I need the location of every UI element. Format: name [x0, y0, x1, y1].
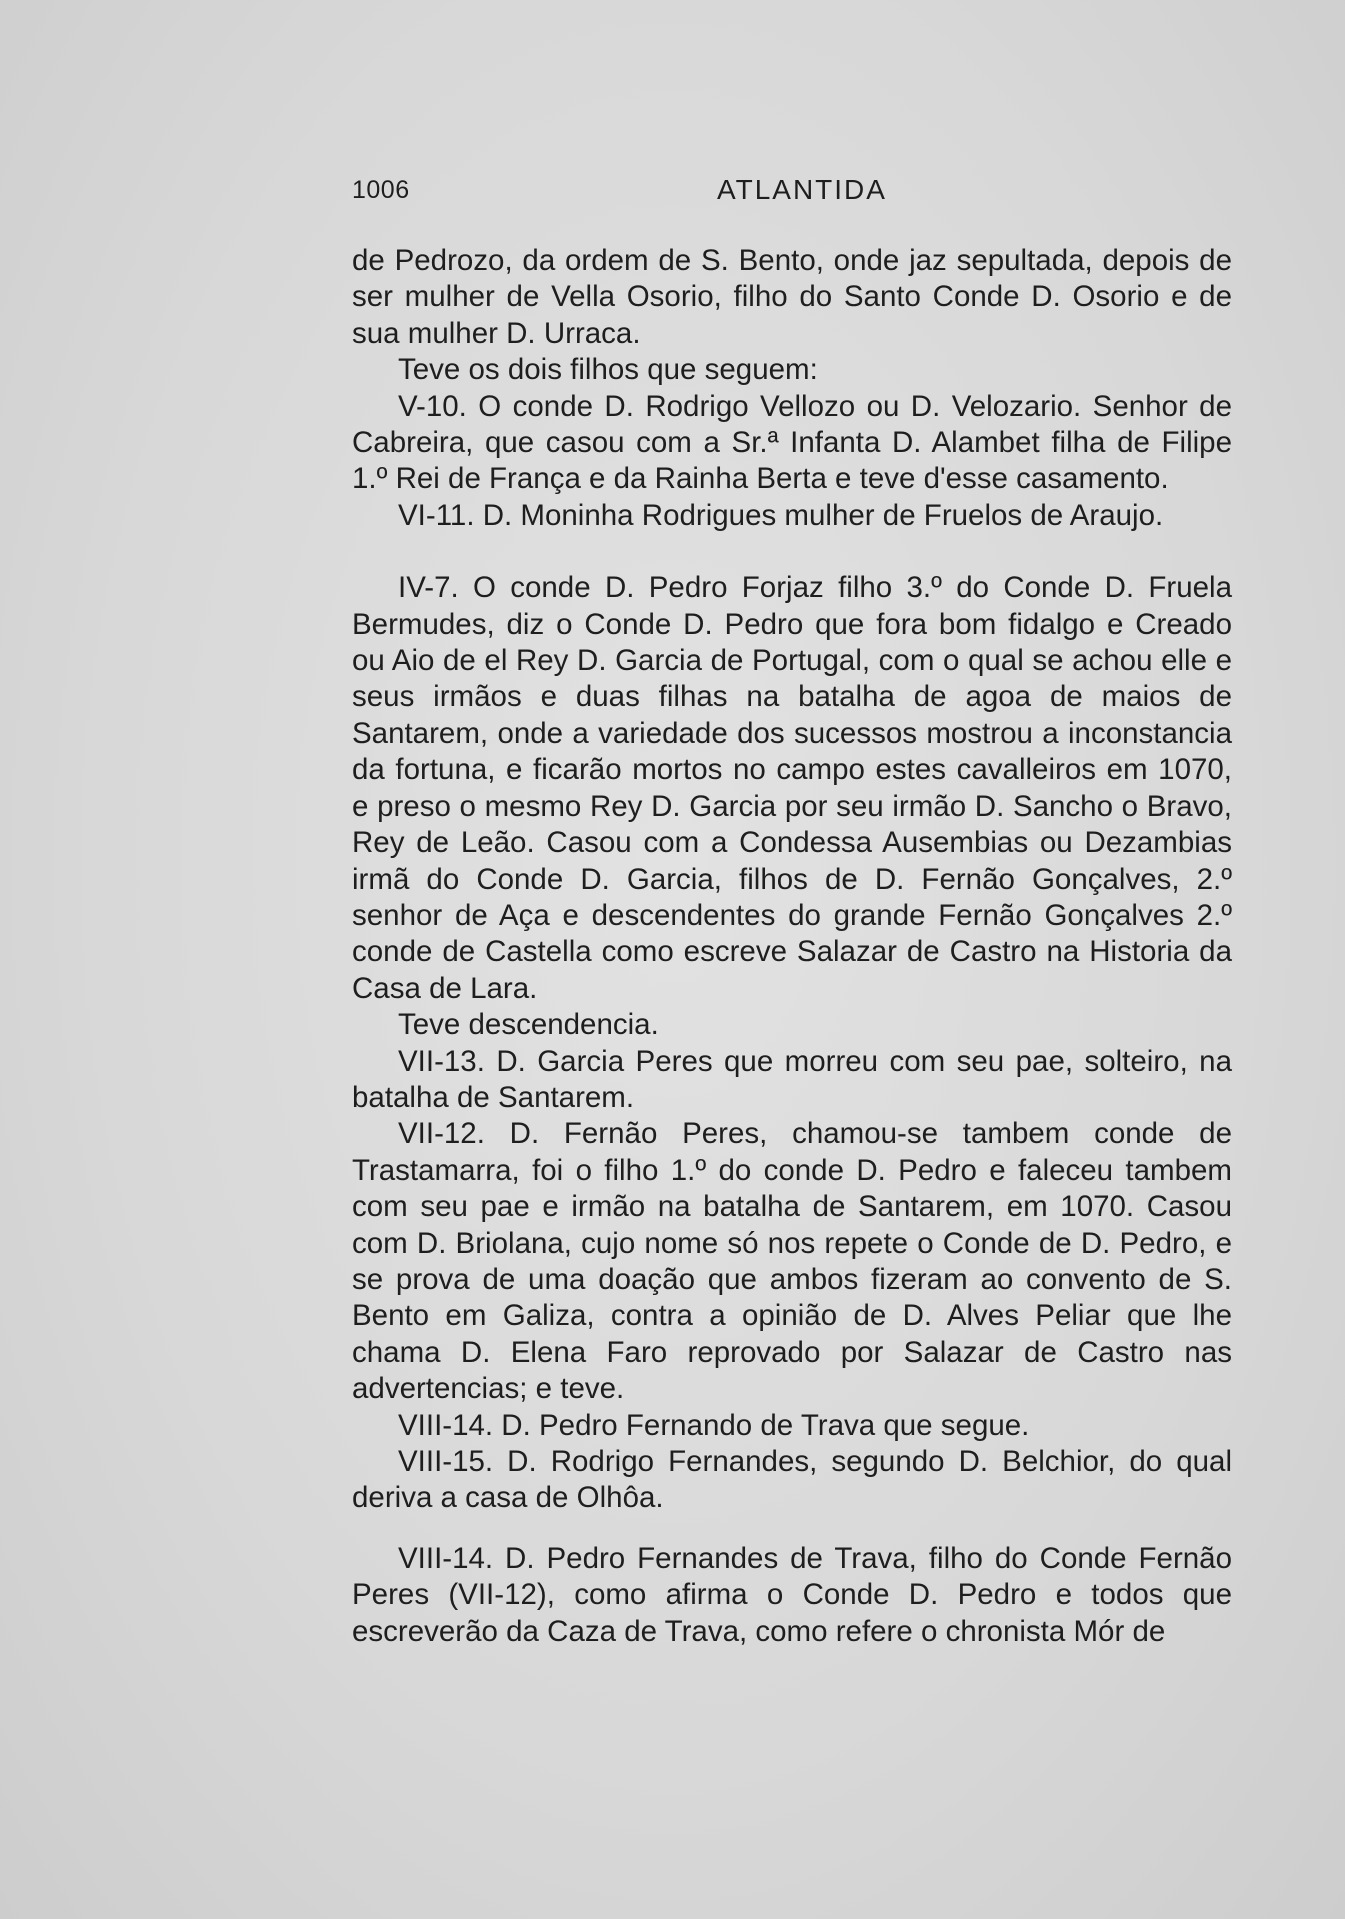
paragraph-descendants: Teve descendencia.: [398, 1008, 659, 1042]
paragraph-entry-vii13: VII-13. D. Garcia Peres que morreu com seu pae, solteiro, na batalha de Santarem.: [352, 1044, 1232, 1114]
paragraph-entry-iv7: IV-7. O conde D. Pedro Forjaz filho 3.º do Conde D. Fruela Bermudes, diz o Conde D. Pedro que fora bom fidalgo e Creado ou Aio de el Rey D. Garcia de Portugal, com o qual se achou elle e seus irmãos e duas filhas na batalha de agoa de maios de Santarem, onde a variedade dos sucessos mostrou a inconstancia da fortuna, e ficarão mortos no campo estes cavalleiros em 1070, e preso o mesmo Rey D. Garcia por seu irmão D. Sancho o Bravo, Rey de Leão. Casou com a Condessa Ausembias ou Dezambias irmã do Conde D. Garcia, filhos de D. Fernão Gonçalves, 2.º senhor de Aça e descendentes do grande Fernão Gonçalves 2.º conde de Castella como escreve Salazar de Castro na Historia da Casa de Lara.: [352, 571, 1232, 1005]
paragraph-entry-v10: V-10. O conde D. Rodrigo Vellozo ou D. Velozario. Senhor de Cabreira, que casou com a Sr.ª Infanta D. Alambet filha de Filipe 1.º Rei de França e da Rainha Berta e teve d'esse casamento.: [352, 389, 1232, 496]
running-title: ATLANTIDA: [717, 174, 887, 205]
paragraph-entry-viii14-detail: VIII-14. D. Pedro Fernandes de Trava, filho do Conde Fernão Peres (VII-12), como afirma o Conde D. Pedro e todos que escreverão da Caza de Trava, como refere o chronista Mór de: [352, 1541, 1232, 1648]
paragraph-entry-viii14: VIII-14. D. Pedro Fernando de Trava que segue.: [398, 1408, 1030, 1442]
paragraph-entry-viii15: VIII-15. D. Rodrigo Fernandes, segundo D. Belchior, do qual deriva a casa de Olhôa.: [352, 1445, 1232, 1515]
section-gap: [352, 1517, 1232, 1541]
page-header: [352, 172, 1232, 212]
section-gap: [352, 534, 1232, 570]
paragraph-entry-vii12: VII-12. D. Fernão Peres, chamou-se tambem conde de Trastamarra, foi o filho 1.º do conde D. Pedro e faleceu tambem com seu pae e irmão na batalha de Santarem, em 1070. Casou com D. Briolana, cujo nome só nos repete o Conde de D. Pedro, e se prova de uma doação que ambos fizeram ao convento de S. Bento em Galiza, contra a opinião de D. Alves Peliar que lhe chama D. Elena Faro reprovado por Salazar de Castro nas advertencias; e teve.: [352, 1117, 1232, 1406]
page-number: 1006: [352, 176, 410, 204]
body-text: [352, 243, 1232, 1650]
paragraph-continuation: de Pedrozo, da ordem de S. Bento, onde jaz sepultada, depois de ser mulher de Vella Osorio, filho do Santo Conde D. Osorio e de sua mulher D. Urraca.: [352, 244, 1232, 350]
paragraph-entry-vi11: VI-11. D. Moninha Rodrigues mulher de Fruelos de Araujo.: [398, 498, 1164, 532]
paragraph-children-intro: Teve os dois filhos que seguem:: [398, 353, 818, 387]
